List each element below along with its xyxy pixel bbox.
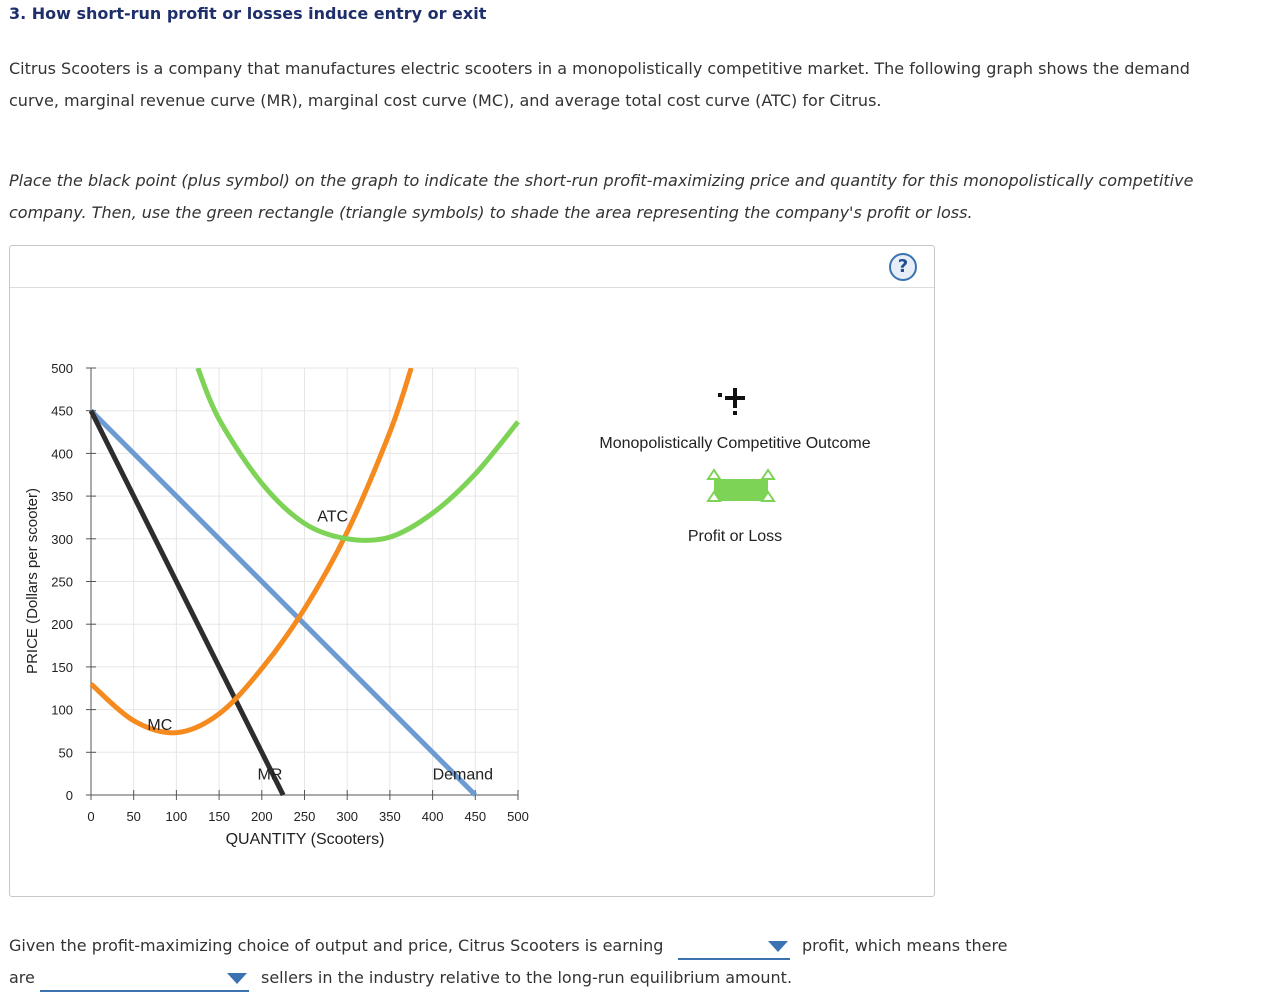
y-axis-label: PRICE (Dollars per scooter) (24, 488, 41, 674)
help-icon[interactable]: ? (889, 253, 917, 281)
y-tick-label: 50 (58, 745, 73, 761)
x-tick-label: 200 (250, 809, 273, 824)
question-text-2: profit, which means there (802, 936, 1008, 955)
question-text-3: are (9, 968, 35, 987)
chevron-down-icon (768, 941, 788, 952)
x-tick-label: 300 (336, 809, 359, 824)
x-tick-label: 500 (507, 809, 529, 824)
y-tick-label: 400 (51, 446, 73, 462)
y-tick-label: 200 (51, 617, 73, 633)
y-tick-label: 100 (51, 702, 73, 718)
question-text-1: Given the profit-maximizing choice of output and price, Citrus Scooters is earning (9, 936, 664, 955)
mr-curve (91, 411, 283, 795)
seller-count-dropdown[interactable] (40, 968, 249, 992)
graph-svg[interactable] (10, 246, 934, 896)
y-tick-label: 450 (51, 403, 73, 419)
x-tick-label: 250 (293, 809, 316, 824)
demand-label: Demand (432, 766, 494, 784)
x-tick-label: 50 (126, 809, 141, 824)
question-heading: 3. How short-run profit or losses induce entry or exit (9, 4, 487, 23)
mr-label: MR (257, 766, 283, 784)
atc-label: ATC (317, 508, 349, 526)
outcome-legend-label: Monopolistically Competitive Outcome (599, 435, 871, 452)
profit-loss-legend-label: Profit or Loss (687, 528, 783, 545)
demand-curve (91, 411, 475, 795)
y-tick-label: 350 (51, 489, 73, 505)
x-tick-label: 350 (379, 809, 401, 824)
axes (51, 361, 529, 824)
problem-description: Citrus Scooters is a company that manufactures electric scooters in a monopolistically competitive market. The following graph shows the demand curve, marginal revenue curve (MR), marginal cost curve (MC), and average total cost curve (ATC) for Citrus. (9, 59, 1190, 110)
green-rectangle-icon[interactable] (708, 470, 774, 501)
profit-type-dropdown[interactable] (678, 936, 790, 960)
y-tick-label: 500 (51, 361, 73, 376)
chevron-down-icon (227, 973, 247, 984)
mc-label: MC (147, 717, 173, 735)
plus-point-icon[interactable] (718, 388, 745, 415)
graph-panel (9, 245, 935, 897)
y-tick-label: 250 (51, 574, 73, 590)
x-tick-label: 100 (165, 809, 188, 824)
mc-curve (91, 368, 411, 733)
x-axis-label: QUANTITY (Scooters) (225, 831, 385, 848)
graph-instructions: Place the black point (plus symbol) on the graph to indicate the short-run profit-maximizing price and quantity for this monopolistically competitive company. Then, use the green rectangle (triangle symbols) to shade the area representing the company's profit or loss. (9, 171, 1194, 222)
y-tick-label: 0 (65, 788, 73, 803)
question-text-4: sellers in the industry relative to the long-run equilibrium amount. (261, 968, 793, 987)
y-tick-label: 300 (51, 531, 73, 547)
x-tick-label: 450 (464, 809, 487, 824)
curve-labels (147, 509, 493, 784)
x-tick-label: 0 (87, 809, 95, 824)
y-tick-label: 150 (51, 659, 73, 675)
x-tick-label: 150 (208, 809, 230, 824)
x-tick-label: 400 (421, 809, 444, 824)
